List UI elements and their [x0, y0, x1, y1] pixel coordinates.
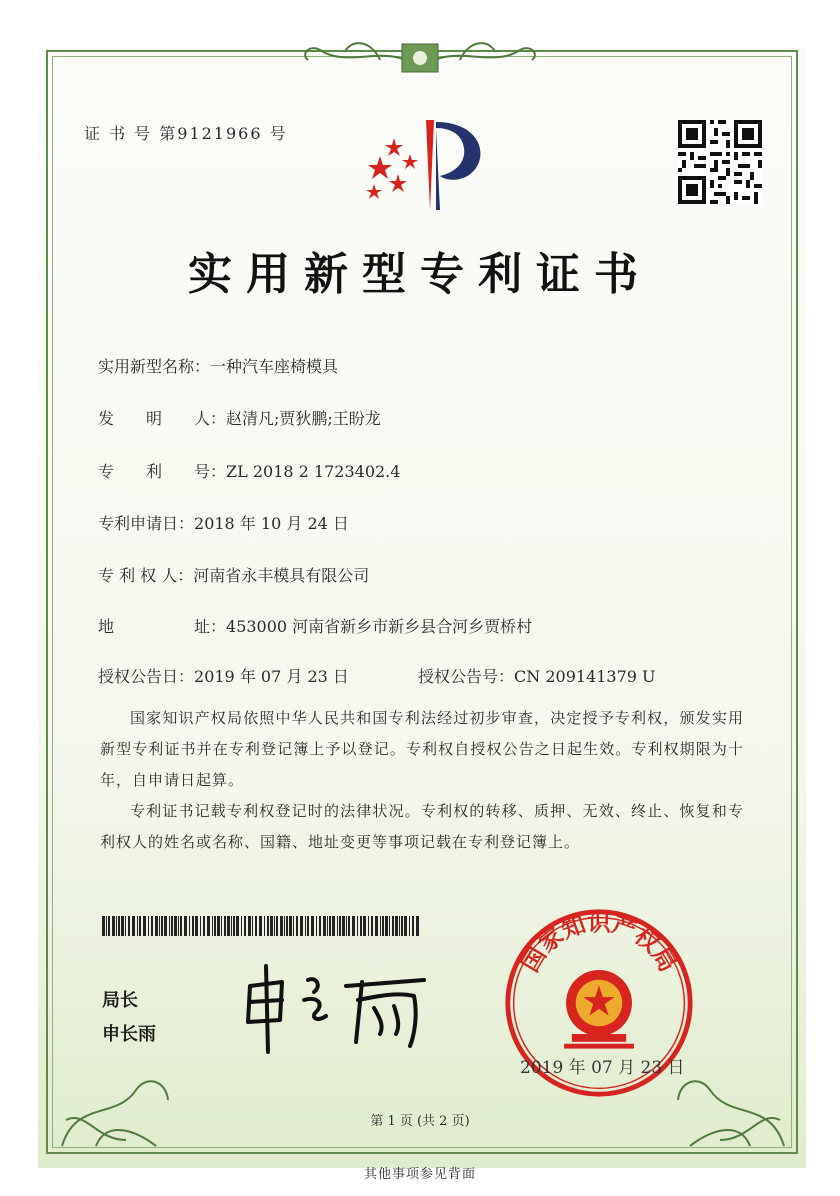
field-inventors — [98, 406, 381, 429]
back-side-note: 其他事项参见背面 — [363, 1167, 476, 1182]
signatory-title: 局长 — [102, 990, 138, 1011]
field-utility-model-name — [98, 354, 338, 377]
qr-code-icon — [678, 120, 762, 204]
field-label: 地 址： — [98, 617, 227, 636]
field-grant-date — [98, 664, 349, 687]
field-value: ZL 2018 2 1723402.4 — [226, 462, 401, 481]
field-patent-number — [98, 459, 400, 482]
barcode-icon — [102, 916, 420, 936]
field-patentee — [98, 563, 369, 586]
field-label: 发 明 人： — [98, 409, 227, 428]
field-label: 授权公告日： — [98, 667, 195, 686]
signatory-name: 申长雨 — [102, 1024, 156, 1045]
top-ornament-icon — [290, 30, 550, 78]
field-label: 专利申请日： — [98, 514, 195, 533]
certificate-title: 实用新型专利证书 — [188, 249, 652, 300]
field-label: 专 利 号： — [98, 462, 227, 481]
field-label: 专 利 权 人： — [98, 566, 194, 585]
field-value: 2018 年 10 月 24 日 — [194, 514, 349, 533]
field-value: 2019 年 07 月 23 日 — [194, 667, 349, 686]
seal-date: 2019 年 07 月 23 日 — [520, 1058, 685, 1078]
statement-paragraph-2: 专利证书记载专利权登记时的法律状况。专利权的转移、质押、无效、终止、恢复和专利权人的姓名或名称、国籍、地址变更等事项记载在专利登记簿上。 — [100, 802, 744, 851]
seal-text: 国家知识产权局 — [516, 909, 682, 977]
cnipa-logo-icon — [356, 110, 496, 220]
field-value: CN 209141379 U — [514, 667, 656, 686]
statement-paragraph-1: 国家知识产权局依照中华人民共和国专利法经过初步审查，决定授予专利权，颁发实用新型专利证书并在专利登记簿上予以登记。专利权自授权公告之日起生效。专利权期限为十年，自申请日起算。 — [100, 709, 744, 789]
field-label: 授权公告号： — [418, 667, 515, 686]
page-number: 第 1 页 (共 2 页) — [370, 1114, 470, 1129]
field-label: 实用新型名称： — [98, 357, 211, 376]
field-value: 一种汽车座椅模具 — [210, 357, 339, 376]
field-value: 453000 河南省新乡市新乡县合河乡贾桥村 — [226, 617, 533, 636]
field-value: 赵清凡;贾狄鹏;王盼龙 — [226, 409, 381, 428]
signature-icon — [238, 956, 438, 1056]
svg-text:国家知识产权局 — [517, 910, 681, 977]
field-address — [98, 614, 532, 637]
field-grant-number — [418, 664, 656, 687]
field-application-date — [98, 511, 349, 534]
certificate-number: 证 书 号 第9121966 号 — [84, 124, 288, 143]
field-value: 河南省永丰模具有限公司 — [193, 566, 370, 585]
bottom-left-ornament-icon — [56, 1060, 186, 1150]
